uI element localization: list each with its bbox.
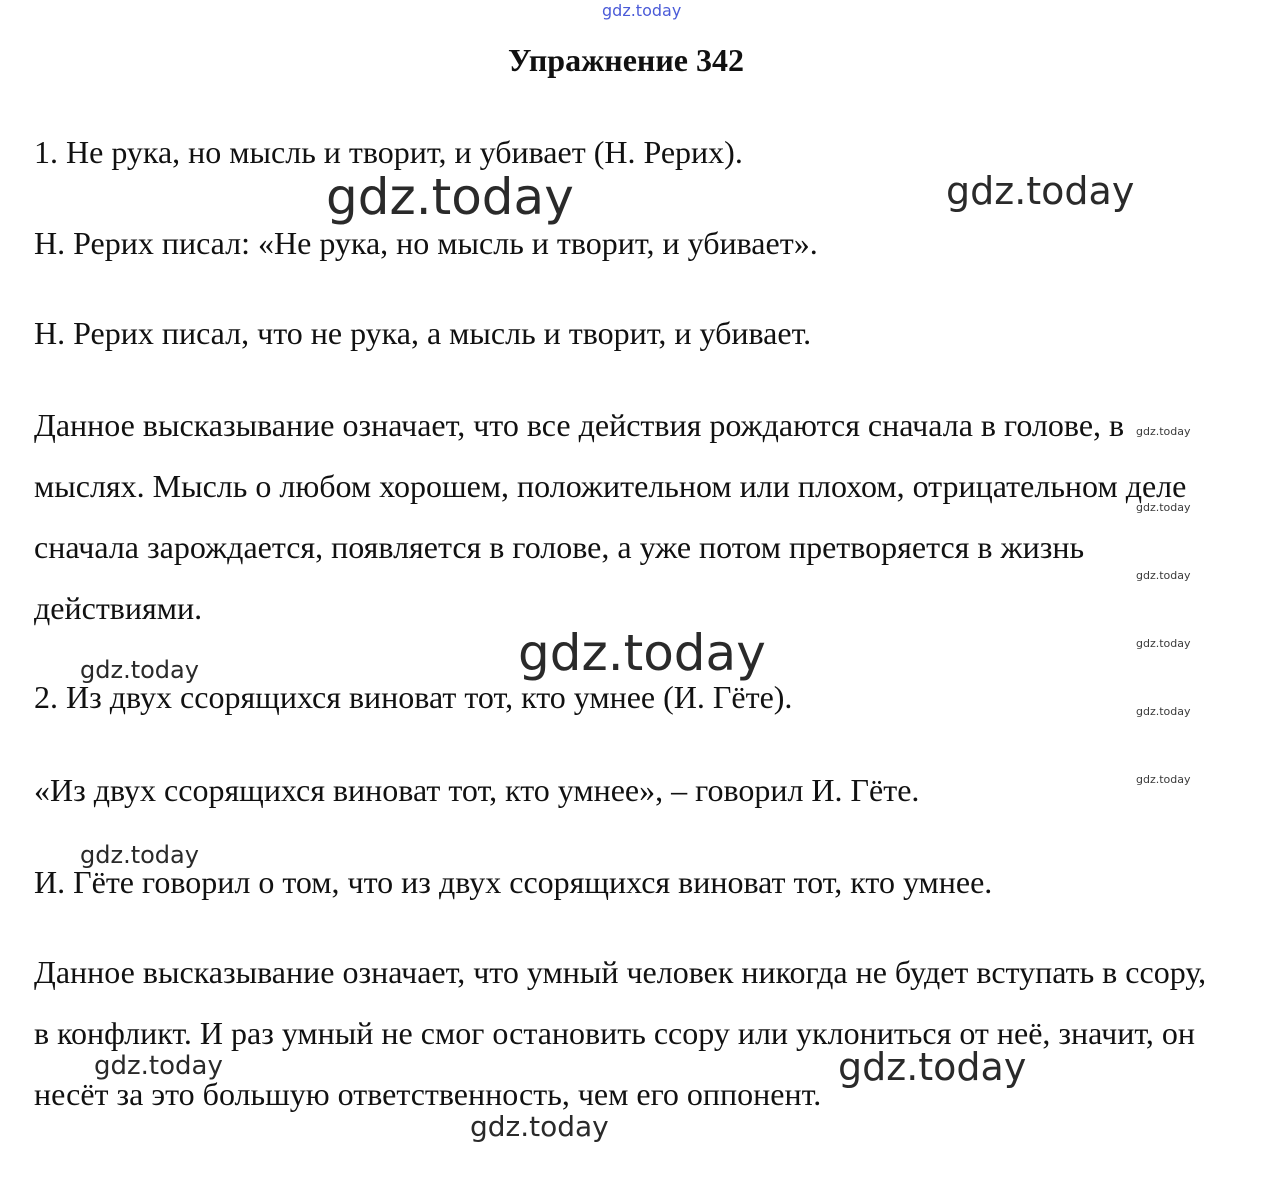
paragraph-1: 1. Не рука, но мысль и творит, и убивает (Н. Рерих). bbox=[34, 134, 743, 170]
watermark-large: gdz.today bbox=[326, 168, 574, 226]
paragraph-2: Н. Рерих писал: «Не рука, но мысль и творит, и убивает». bbox=[34, 225, 818, 261]
watermark-tiny: gdz.today bbox=[1136, 705, 1191, 718]
exercise-title: Упражнение 342 bbox=[507, 42, 744, 78]
watermark-top: gdz.today bbox=[602, 1, 682, 20]
paragraph-8: Данное высказывание означает, что умный человек никогда не будет вступать в ссору, в конфликт. И раз умный не смог остановить ссору или уклониться от неё, значит, он несёт за это большую ответственность, чем его оппонент. bbox=[34, 954, 1207, 1112]
watermark-small: gdz.today bbox=[80, 656, 199, 684]
paragraph-4: Данное высказывание означает, что все действия рождаются сначала в голове, в мыслях. Мысль о любом хорошем, положительном или плохом, отрицательном деле сначала зарождается, появляется в голове, а уже потом претворяется в жизнь действиями. bbox=[34, 407, 1187, 626]
watermark-tiny: gdz.today bbox=[1136, 569, 1191, 582]
watermark-small: gdz.today bbox=[80, 841, 199, 869]
watermark-medium: gdz.today bbox=[946, 169, 1135, 213]
watermark-tiny: gdz.today bbox=[1136, 637, 1191, 650]
watermark-tiny: gdz.today bbox=[1136, 773, 1191, 786]
watermark-tiny: gdz.today bbox=[1136, 501, 1191, 514]
watermark-small: gdz.today bbox=[470, 1110, 609, 1143]
paragraph-3: Н. Рерих писал, что не рука, а мысль и творит, и убивает. bbox=[34, 315, 812, 351]
watermark-medium: gdz.today bbox=[838, 1045, 1027, 1089]
paragraph-7: И. Гёте говорил о том, что из двух ссорящихся виноват тот, кто умнее. bbox=[34, 864, 993, 900]
watermark-large: gdz.today bbox=[518, 624, 766, 682]
paragraph-6: «Из двух ссорящихся виноват тот, кто умнее», – говорил И. Гёте. bbox=[34, 772, 920, 808]
watermark-small: gdz.today bbox=[94, 1051, 223, 1081]
watermark-tiny: gdz.today bbox=[1136, 425, 1191, 438]
paragraph-5: 2. Из двух ссорящихся виноват тот, кто умнее (И. Гёте). bbox=[34, 679, 793, 715]
